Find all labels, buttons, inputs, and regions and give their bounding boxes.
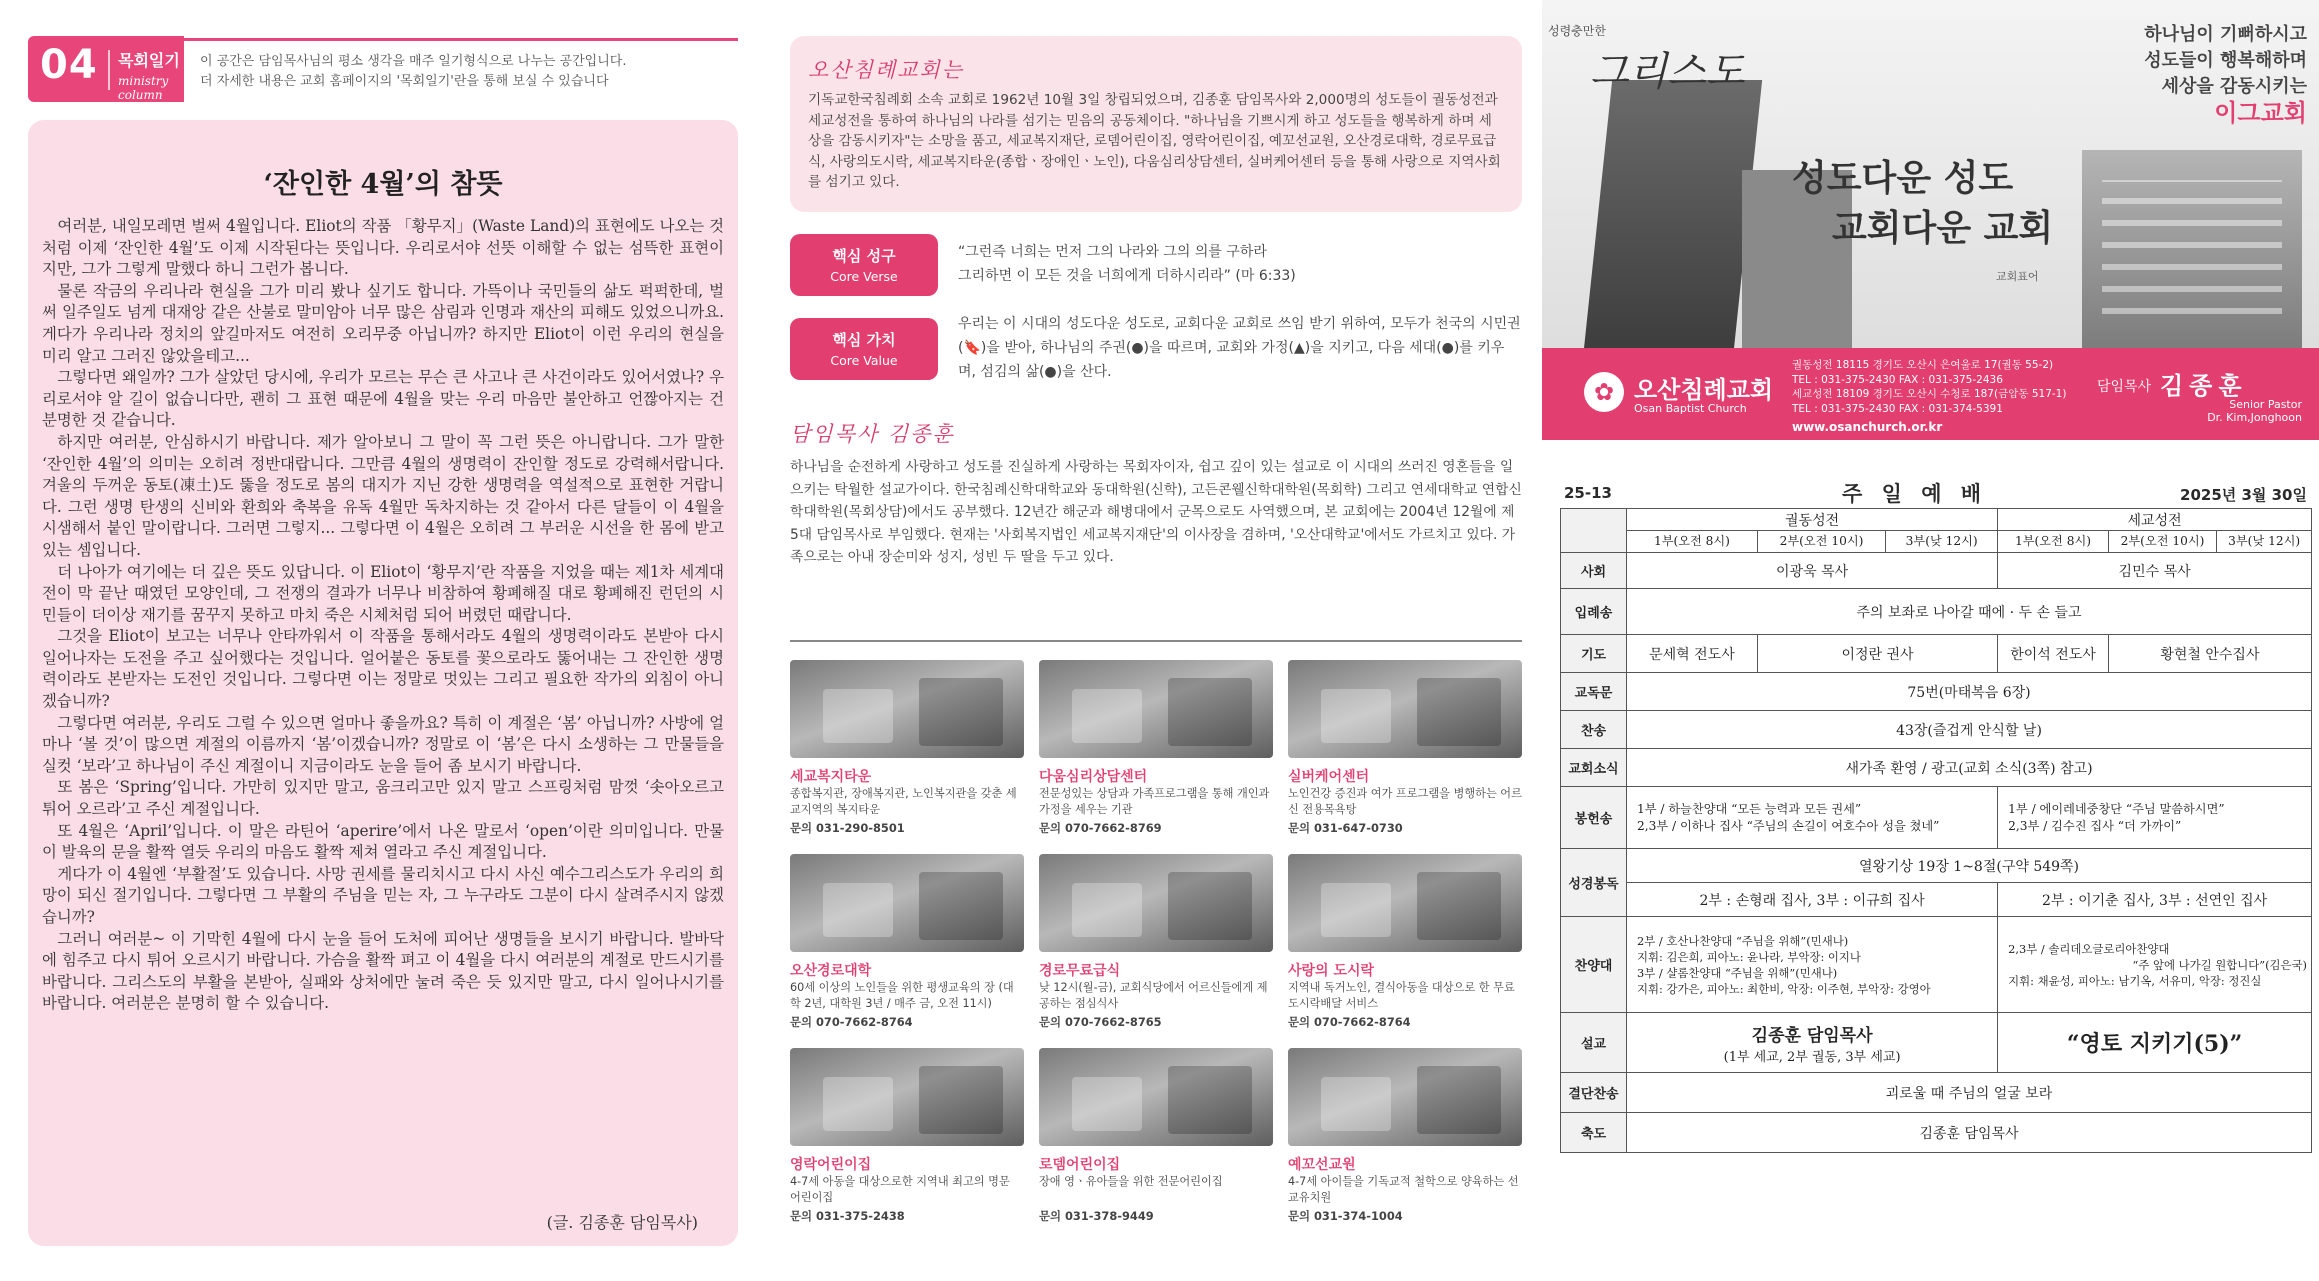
row-label: 교회소식 xyxy=(1561,749,1627,787)
ministry-desc: 4-7세 아동을 대상으로한 지역내 최고의 명문 어린이집 xyxy=(790,1175,1010,1204)
ministry-tel: 문의 070-7662-8764 xyxy=(1288,1015,1411,1029)
cell: 열왕기상 19장 1~8절(구약 549쪽) xyxy=(1627,849,2312,883)
church-name-en: Osan Baptist Church xyxy=(1634,402,1747,415)
section-title: 목회일기 xyxy=(118,51,180,70)
pastor-name-en-line: Dr. Kim,Jonghoon xyxy=(2207,411,2302,424)
table-row xyxy=(1561,883,2312,917)
table-row xyxy=(1561,673,2312,711)
church-intro-title: 오산침례교회는 xyxy=(808,58,965,82)
table-row xyxy=(1561,711,2312,749)
column-header xyxy=(28,36,738,102)
table-row xyxy=(1561,531,2312,553)
worship-date: 2025년 3월 30일 xyxy=(2180,486,2307,504)
corner-cell xyxy=(1561,509,1627,553)
building-image xyxy=(1584,80,1762,350)
section-number: 04 xyxy=(40,42,98,88)
cell-line: 1부 / 하늘찬양대 “모든 능력과 모든 권세” xyxy=(1637,801,1862,816)
church-logo-icon: ✿ xyxy=(1584,372,1624,412)
row-label: 축도 xyxy=(1561,1113,1627,1153)
row-label: 기도 xyxy=(1561,635,1627,673)
ministry-photo xyxy=(1288,1048,1522,1146)
intro-line: 더 자세한 내용은 교회 홈페이지의 '목회일기'란을 통해 보실 수 있습니다 xyxy=(200,74,609,89)
building-windows xyxy=(2102,180,2282,330)
cell-line: 지휘: 채윤성, 피아노: 남기옥, 서유미, 악장: 정진실 xyxy=(2008,973,2262,988)
essay-paragraph: 더 나아가 여기에는 더 깊은 뜻도 있답니다. 이 Eliot이 ‘황무지’란 작품을 지었을 때는 제1차 세계대전이 막 끝난 때였던 모양인데, 그 전쟁의 결과가 너무나 비참하여 황폐해질 대로 황폐해진 런던의 시민들이 더이상 재기를 꿈꾸지 못하고 마치 죽은 시체처럼 되어 버렸던 때랍니다. xyxy=(42,562,724,624)
core-verse-pill xyxy=(790,234,938,296)
cell xyxy=(1627,787,1998,849)
ministry-card xyxy=(1288,1048,1522,1244)
pastor-title: 담임목사 김종훈 xyxy=(790,422,955,446)
ministry-name: 예꼬선교원 xyxy=(1288,1157,1356,1173)
banner-small-text: 성령충만한 xyxy=(1548,24,1606,38)
church-info-bar xyxy=(1542,348,2319,440)
core-value-label-en: Core Value xyxy=(830,353,898,368)
core-value-label: 핵심 가치 xyxy=(832,331,896,349)
ministry-tel: 문의 031-647-0730 xyxy=(1288,821,1403,835)
cell: 황현철 안수집사 xyxy=(2108,635,2311,673)
table-row xyxy=(1561,1113,2312,1153)
worship-title: 주 일 예 배 xyxy=(1842,482,1988,506)
row-label: 사회 xyxy=(1561,553,1627,589)
ministry-card xyxy=(790,660,1024,856)
ministry-tel: 문의 070-7662-8769 xyxy=(1039,821,1162,835)
ministry-desc: 노인건강 증진과 여가 프로그램을 병행하는 어르신 전용목욕탕 xyxy=(1288,787,1522,816)
essay-paragraph: 그러니 여러분~ 이 기막힌 4월에 다시 눈을 들어 도처에 피어난 생명들을 보시기 바랍니다. 발바닥에 힘주고 다시 튀어 오르시기 바랍니다. 가슴을 활짝 펴고 이 4월을 다시 여러분의 계절로 만드시기를 바랍니다. 그리스도의 부활을 본받아, 실패와 상처에만 눌려 죽은 듯 있지만 말고, 다시 일어나시기를 바랍니다. 여러분은 분명히 할 수 있습니다. xyxy=(42,929,724,1013)
ministry-tel: 문의 031-374-1004 xyxy=(1288,1209,1403,1223)
ministry-name: 다움심리상담센터 xyxy=(1039,769,1148,785)
badge-divider xyxy=(108,50,110,90)
cell: 새가족 환영 / 광고(교회 소식(3쪽) 참고) xyxy=(1627,749,2312,787)
ministry-card xyxy=(1039,854,1273,1050)
row-label: 입례송 xyxy=(1561,589,1627,635)
cell: 43장(즐겁게 안식할 날) xyxy=(1627,711,2312,749)
tagline-emphasis: 이그교회 xyxy=(2214,99,2307,127)
row-label: 찬송 xyxy=(1561,711,1627,749)
cell-line: 지휘: 강가은, 피아노: 최한비, 악장: 이주현, 부악장: 강영아 xyxy=(1637,981,1931,996)
slogan-line-1: 성도다운 성도 xyxy=(1792,158,2014,199)
tagline-line: 성도들이 행복해하며 xyxy=(2144,50,2307,71)
ministry-name: 오산경로대학 xyxy=(790,963,872,979)
pastor-name: 김종훈 xyxy=(2160,372,2248,400)
table-row xyxy=(1561,1013,2312,1073)
core-verse-text xyxy=(958,240,1522,288)
ministry-name: 사랑의 도시락 xyxy=(1288,963,1375,979)
ministry-card xyxy=(1288,660,1522,856)
essay-paragraph: 그것을 Eliot이 보고는 너무나 안타까워서 이 작품을 통해서라도 4월의 생명력이라도 본받아 다시 일어나자는 도전을 주고 싶어했다는 것입니다. 얼어붙은 동토를 꽃으로라도 뚫어내는 그 잔인한 생명력이라도 본받자는 도전인 것입니다. 그렇다면 이는 정말로 멋있는 그리고 필요한 작가의 외침이 아니겠습니까? xyxy=(42,627,724,711)
cell: 주의 보좌로 나아갈 때에 · 두 손 들고 xyxy=(1627,589,2312,635)
cell-line: 2,3부 / 이하나 집사 “주님의 손길이 여호수아 성을 쳤네” xyxy=(1637,818,1940,833)
ministry-photo xyxy=(790,660,1024,758)
cell: 한이석 전도사 xyxy=(1998,635,2109,673)
essay-paragraph: 또 봄은 ‘Spring’입니다. 가만히 있지만 말고, 움크리고만 있지 말고 스프링처럼 맘껏 ‘솟아오르고 튀어 오르라’고 주신 계절입니다. xyxy=(42,778,724,819)
service-time: 1부(오전 8시) xyxy=(1998,531,2109,553)
ministry-card xyxy=(1288,854,1522,1050)
campus-header: 세교성전 xyxy=(1998,509,2312,531)
verse-line: 그리하면 이 모든 것을 너희에게 더하시리라” (마 6:33) xyxy=(958,268,1296,284)
essay-paragraph: 또 4월은 ‘April’입니다. 이 말은 라틴어 ‘aperire’에서 나온 말로서 ‘open’이란 의미입니다. 만물이 발육의 문을 활짝 열듯 우리의 마음도 활짝 제쳐 열라고 주신 계절입니다. xyxy=(42,821,724,862)
ministry-desc: 장애 영ㆍ유아들을 위한 전문어린이집 xyxy=(1039,1175,1223,1188)
service-time: 1부(오전 8시) xyxy=(1627,531,1758,553)
essay-signature: (글. 김종훈 담임목사) xyxy=(546,1213,698,1232)
ministry-name: 세교복지타운 xyxy=(790,769,872,785)
table-row xyxy=(1561,553,2312,589)
sermon-note: (1부 세교, 2부 궐동, 3부 세교) xyxy=(1723,1049,1901,1065)
cell xyxy=(1998,917,2312,1013)
core-verse-label-en: Core Verse xyxy=(830,269,898,284)
pastor-name-en xyxy=(2182,398,2302,424)
sermon-preacher: 김종훈 담임목사 xyxy=(1751,1025,1873,1046)
cell: 김종훈 담임목사 xyxy=(1627,1113,2312,1153)
campus-header: 궐동성전 xyxy=(1627,509,1998,531)
row-label: 교독문 xyxy=(1561,673,1627,711)
service-time: 3부(낮 12시) xyxy=(2217,531,2312,553)
church-name: 오산침례교회 xyxy=(1634,376,1774,404)
section-subtitle: ministry column xyxy=(118,74,169,102)
table-row xyxy=(1561,849,2312,883)
ministry-desc: 전문성있는 상담과 가족프로그램을 통해 개인과 가정을 세우는 기관 xyxy=(1039,787,1270,816)
ministry-desc: 종합복지관, 장애복지관, 노인복지관을 갖춘 세교지역의 복지타운 xyxy=(790,787,1017,816)
essay-paragraph: 물론 작금의 우리나라 현실을 그가 미리 봤나 싶기도 합니다. 가뜩이나 국민들의 삶도 퍽퍽한데, 벌써 일주일도 넘게 대재앙 같은 산불로 말미암아 너무 많은 삼림과 인명과 재산의 피해도 있었으니까요. 게다가 우리나라 정치의 앞길마저도 여전히 오리무중 아닙니까? 하지만 Eliot이 이런 우리의 현실을 미리 알고 그러진 않았을테고... xyxy=(42,281,724,365)
banner-logo-text: 그리스도 xyxy=(1590,49,1745,95)
church-address xyxy=(1792,358,2066,416)
church-intro-text: 기독교한국침례회 소속 교회로 1962년 10월 3일 창립되었으며, 김종훈 담임목사와 2,000명의 성도들이 궐동성전과 세교성전을 통하여 하나님의 나라를 섬기는 믿음의 공동체이다. "하나님을 기쁘시게 하고 성도들을 행복하게 하며 세상을 감동시키자"는 소망을 품고, 세교복지재단, 로뎀어린이집, 영락어린이집, 예꼬선교원, 오산경로대학, 경로무료급식, 사랑의도시락, 세교복지타운(종합ㆍ장애인ㆍ노인), 다움심리상담센터, 실버케어센터 등을 통해 사랑으로 지역사회를 섬기고 있다. xyxy=(808,92,1501,191)
address-line: TEL : 031-375-2430 FAX : 031-374-5391 xyxy=(1792,402,2003,415)
address-line: TEL : 031-375-2430 FAX : 031-375-2436 xyxy=(1792,373,2003,386)
table-row xyxy=(1561,635,2312,673)
cell: 문세혁 전도사 xyxy=(1627,635,1758,673)
cell xyxy=(1627,917,1998,1013)
church-banner xyxy=(1542,0,2319,440)
table-row xyxy=(1561,749,2312,787)
ministry-tel: 문의 070-7662-8765 xyxy=(1039,1015,1162,1029)
ministry-photo xyxy=(1039,854,1273,952)
row-label: 설교 xyxy=(1561,1013,1627,1073)
address-line: 세교성전 18109 경기도 오산시 수청로 187(금암동 517-1) xyxy=(1792,388,2067,400)
cell: 괴로울 때 주님의 얼굴 보라 xyxy=(1627,1073,2312,1113)
ministry-photo xyxy=(1039,1048,1273,1146)
cell: 김민수 목사 xyxy=(1998,553,2312,589)
cell: 이광욱 목사 xyxy=(1627,553,1998,589)
ministry-photo xyxy=(790,1048,1024,1146)
ministry-tel: 문의 070-7662-8764 xyxy=(790,1015,913,1029)
worship-order-column xyxy=(1542,0,2319,1281)
church-website-link[interactable]: www.osanchurch.or.kr xyxy=(1792,420,1943,434)
ministry-tel: 문의 031-290-8501 xyxy=(790,821,905,835)
slogan-caption: 교회표어 xyxy=(1996,270,2039,283)
cell-line: 2,3부 / 김수진 집사 “더 가까이” xyxy=(2008,818,2182,833)
ministry-photo xyxy=(1288,854,1522,952)
service-time: 3부(낮 12시) xyxy=(1886,531,1998,553)
core-value-pill xyxy=(790,318,938,380)
tagline-line: 하나님이 기뻐하시고 xyxy=(2144,24,2307,45)
tagline-line: 세상을 감동시키는 xyxy=(2161,76,2307,97)
address-line: 궐동성전 18115 경기도 오산시 은여울로 17(궐동 55-2) xyxy=(1792,359,2054,371)
bulletin-number: 25-13 xyxy=(1564,484,1612,502)
section-badge xyxy=(28,36,184,102)
row-label: 봉헌송 xyxy=(1561,787,1627,849)
essay-paragraph: 게다가 이 4월엔 ‘부활절’도 있습니다. 사망 권세를 물리치시고 다시 사신 예수그리스도가 우리의 희망이 되신 절기입니다. 그렇다면 그 부활의 주님을 믿는 자, 그 누구라도 그분이 다시 살려주시지 않겠습니까? xyxy=(42,864,724,926)
ministry-photo xyxy=(1288,660,1522,758)
church-intro-box xyxy=(790,36,1522,212)
cell: 이정란 권사 xyxy=(1757,635,1997,673)
ministry-photo xyxy=(1039,660,1273,758)
pastor-role-en: Senior Pastor xyxy=(2229,398,2302,411)
ministry-desc: 낮 12시(월-금), 교회식당에서 어르신들에게 제공하는 점심식사 xyxy=(1039,981,1268,1010)
ministry-name: 로뎀어린이집 xyxy=(1039,1157,1121,1173)
ministry-card xyxy=(790,854,1024,1050)
ministry-photo xyxy=(790,854,1024,952)
cell xyxy=(1627,1013,1998,1073)
ministry-name: 경로무료급식 xyxy=(1039,963,1121,979)
essay-title: ‘잔인한 4월’의 참뜻 xyxy=(263,169,503,200)
cell-line: 3부 / 샬롬찬양대 “주님을 위해”(민새나) xyxy=(1637,965,1838,980)
cell: 2부 : 손형래 집사, 3부 : 이규희 집사 xyxy=(1627,883,1998,917)
cell: 2부 : 이기춘 집사, 3부 : 선연인 집사 xyxy=(1998,883,2312,917)
ministry-card xyxy=(1039,660,1273,856)
pastor-bio: 하나님을 순전하게 사랑하고 성도를 진실하게 사랑하는 목회자이자, 쉽고 깊이 있는 설교로 이 시대의 쓰러진 영혼들을 일으키는 탁월한 설교가이다. 한국침례신학대학교와 동대학원(신학), 고든콘웰신학대학원(목회학) 그리고 연세대학교 연합신학대학원(목회상담)에서도 공부했다. 12년간 해군과 해병대에서 군목으로도 사역했으며, 본 교회에는 2004년 12월에 제5대 담임목사로 부임했다. 현재는 '사회복지법인 세교복지재단'의 이사장을 겸하며, '오산대학교'에서도 가르치고 있다. 가족으로는 아내 장순미와 성지, 성빈 두 딸을 두고 있다. xyxy=(790,459,1522,565)
verse-line: “그런즉 너희는 먼저 그의 나라와 그의 의를 구하라 xyxy=(958,244,1267,260)
table-row xyxy=(1561,509,2312,531)
essay-paragraph: 여러분, 내일모레면 벌써 4월입니다. Eliot의 작품 「황무지」(Waste Land)의 표현에도 나오는 것 처럼 이제 ‘잔인한 4월’도 이제 시작된다는 뜻입니다. 우리로서야 선뜻 이해할 수 없는 섬뜩한 표현이지만, 그가 그렇게 말했다 하니 그런가 봅니다. xyxy=(42,217,724,279)
row-label: 찬양대 xyxy=(1561,917,1627,1013)
cell-line: 지휘: 김은희, 피아노: 윤나라, 부악장: 이지나 xyxy=(1637,949,1861,964)
section-divider xyxy=(790,640,1522,642)
intro-line: 이 공간은 담임목사님의 평소 생각을 매주 일기형식으로 나누는 공간입니다. xyxy=(200,54,627,69)
church-intro-column xyxy=(790,36,1522,1246)
essay-paragraph: 그렇다면 여러분, 우리도 그럴 수 있으면 얼마나 좋을까요? 특히 이 계절은 ‘봄’ 아닙니까? 사방에 얼마나 ‘볼 것’이 많으면 계절의 이름까지 ‘봄’이겠습니까? 정말로 이 ‘봄’은 다시 소생하는 그 만물들을 실컷 ‘보라’고 하나님이 주신 계절이니 지금이라도 눈을 들어 좀 보시기 바랍니다. xyxy=(42,713,724,775)
ministry-column xyxy=(28,36,738,1246)
church-tagline xyxy=(2057,22,2307,126)
essay-body xyxy=(42,216,724,1015)
service-time: 2부(오전 10시) xyxy=(1757,531,1885,553)
header-rule xyxy=(184,38,738,41)
table-row xyxy=(1561,589,2312,635)
ministry-desc: 4-7세 아이들을 기독교적 철학으로 양육하는 선교유치원 xyxy=(1288,1175,1519,1204)
ministry-desc: 60세 이상의 노인들을 위한 평생교육의 장 (대학 2년, 대학원 3년 / 매주 금, 오전 11시) xyxy=(790,981,1014,1010)
table-row xyxy=(1561,1073,2312,1113)
cell-line: 2부 / 호산나찬양대 “주님을 위해”(민새나) xyxy=(1637,933,1849,948)
ministry-card xyxy=(790,1048,1024,1244)
ministry-card xyxy=(1039,1048,1273,1244)
cell: 75번(마태복음 6장) xyxy=(1627,673,2312,711)
ministry-desc: 지역내 독거노인, 결식아동을 대상으로 한 무료 도시락배달 서비스 xyxy=(1288,981,1515,1010)
row-label: 성경봉독 xyxy=(1561,849,1627,917)
cell-line: 2,3부 / 솔리데오글로리아찬양대 xyxy=(2008,941,2170,956)
cell xyxy=(1998,787,2312,849)
table-row xyxy=(1561,787,2312,849)
row-label: 결단찬송 xyxy=(1561,1073,1627,1113)
essay-paragraph: 하지만 여러분, 안심하시기 바랍니다. 제가 알아보니 그 말이 꼭 그런 뜻은 아니랍니다. 그가 말한 ‘잔인한 4월’의 의미는 오히려 정반대랍니다. 그만큼 4월의 생명력이 잔인할 정도로 강력해서랍니다. 겨울의 두꺼운 동토(凍土)도 뚫을 정도로 봄의 대지가 지닌 강한 생명력을 역설적으로 표현한 거랍니다. 그런 생명 탄생의 신비와 환희와 축복을 유독 4월만 독차지하는 것 같아서 다른 달들이 이 4월을 시샘해서 붙인 말이랍니다. 그러면 그렇지... 그렇다면 이 4월은 오히려 그 부러운 시선을 한 몸에 받고 있는 셈입니다. xyxy=(42,432,724,559)
core-verse-label: 핵심 성구 xyxy=(832,247,896,265)
worship-order-table xyxy=(1560,508,2312,1153)
cell xyxy=(1998,1013,2312,1073)
slogan-line-2: 교회다운 교회 xyxy=(1832,208,2054,249)
sermon-title: “영토 지키기(5)” xyxy=(2066,1031,2243,1057)
cell-line: 1부 / 에이레네중창단 “주님 말씀하시면” xyxy=(2008,801,2225,816)
ministry-tel: 문의 031-378-9449 xyxy=(1039,1209,1154,1223)
ministry-tel: 문의 031-375-2438 xyxy=(790,1209,905,1223)
core-value-text: 우리는 이 시대의 성도다운 성도로, 교회다운 교회로 쓰임 받기 위하여, 모두가 천국의 시민권(🔖)을 받아, 하나님의 주권(●)을 따르며, 교회와 가정(▲)을 지키고, 다음 세대(●)를 키우며, 섬김의 삶(●)을 산다. xyxy=(958,316,1521,380)
essay-paragraph: 그렇다면 왜일까? 그가 살았던 당시에, 우리가 모르는 무슨 큰 사고나 큰 사건이라도 있어서였나? 우리로서야 알 길이 없습니다만, 괜히 그 표현 때문에 4월을 맞는 우리 마음만 불안하고 언짢아지는 건 분명한 것 같습니다. xyxy=(42,368,724,430)
ministry-name: 영락어린이집 xyxy=(790,1157,872,1173)
cell-line: “주 앞에 나가길 원합니다”(김은국) xyxy=(2132,957,2307,972)
essay-box xyxy=(28,120,738,1246)
ministry-name: 실버케어센터 xyxy=(1288,769,1370,785)
pastor-label: 담임목사 xyxy=(2097,379,2152,395)
service-time: 2부(오전 10시) xyxy=(2108,531,2216,553)
column-intro xyxy=(200,52,627,92)
table-row xyxy=(1561,917,2312,1013)
